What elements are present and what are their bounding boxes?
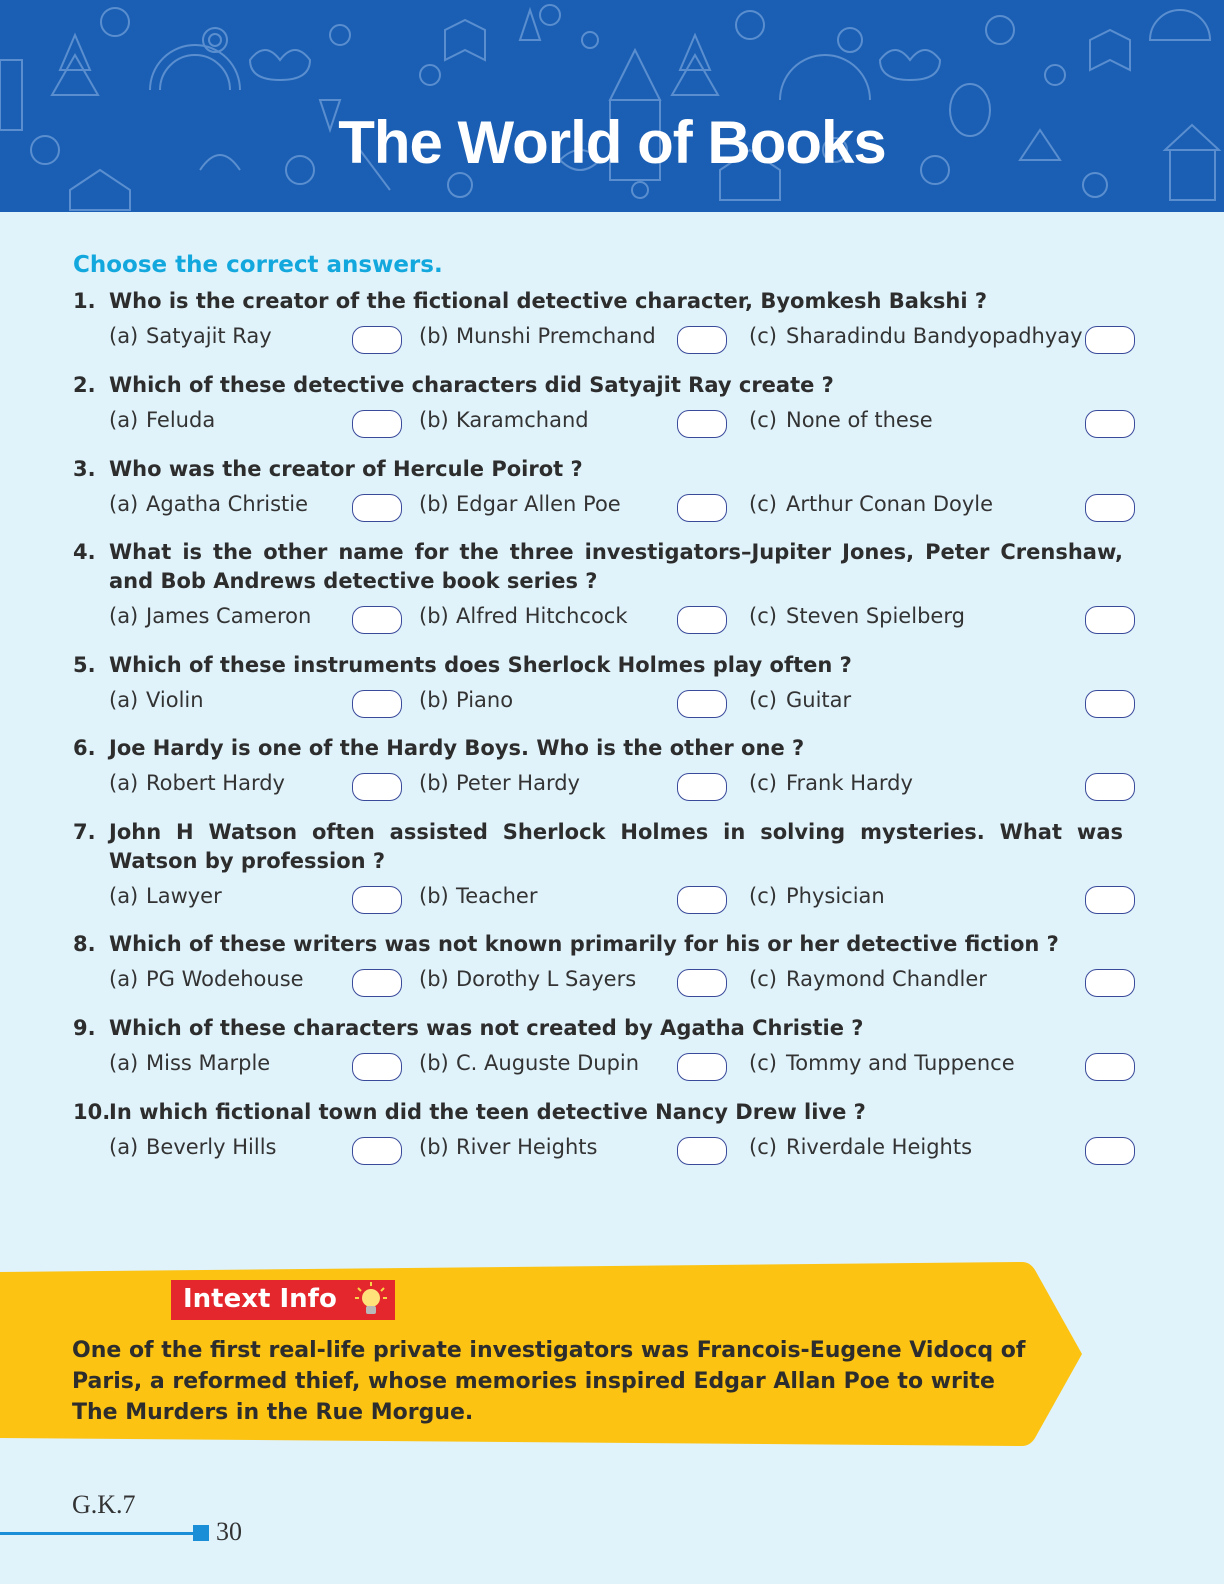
option-c: (c) Guitar <box>749 688 852 712</box>
question-number: 1. <box>73 289 96 313</box>
question-2 <box>73 371 1123 442</box>
option-a: (a) Satyajit Ray <box>109 324 272 348</box>
options-row <box>73 324 1123 358</box>
option-c: (c) Sharadindu Bandyopadhyay <box>749 324 1083 348</box>
answer-box-c[interactable] <box>1085 773 1135 801</box>
header-banner <box>0 0 1224 212</box>
option-b: (b) C. Auguste Dupin <box>419 1051 640 1075</box>
option-a: (a) Agatha Christie <box>109 492 309 516</box>
answer-box-c[interactable] <box>1085 1137 1135 1165</box>
question-5 <box>73 651 1123 722</box>
lightbulb-icon <box>355 1282 387 1318</box>
question-6 <box>73 734 1123 805</box>
option-c: (c) None of these <box>749 408 933 432</box>
question-text: 5. Which of these instruments does Sherlock Holmes play often ? <box>73 651 1123 680</box>
options-row <box>73 884 1123 918</box>
question-10 <box>73 1098 1123 1169</box>
option-b: (b) Alfred Hitchcock <box>419 604 628 628</box>
answer-box-b[interactable] <box>677 1137 727 1165</box>
answer-box-a[interactable] <box>352 886 402 914</box>
option-a: (a) James Cameron <box>109 604 312 628</box>
option-a: (a) Feluda <box>109 408 216 432</box>
footer-square <box>193 1525 209 1541</box>
question-text: 7. John H Watson often assisted Sherlock Holmes in solving mysteries. What was Watson by profession ? <box>73 820 1123 873</box>
answer-box-c[interactable] <box>1085 606 1135 634</box>
answer-box-a[interactable] <box>352 410 402 438</box>
footer-rule <box>0 1532 193 1535</box>
page-number: 30 <box>216 1517 242 1546</box>
answer-box-c[interactable] <box>1085 969 1135 997</box>
answer-box-a[interactable] <box>352 494 402 522</box>
answer-box-b[interactable] <box>677 886 727 914</box>
question-text: 9. Which of these characters was not created by Agatha Christie ? <box>73 1014 1123 1043</box>
option-c: (c) Arthur Conan Doyle <box>749 492 994 516</box>
question-text: 10. In which fictional town did the teen detective Nancy Drew live ? <box>73 1098 1123 1127</box>
option-c: (c) Tommy and Tuppence <box>749 1051 1015 1075</box>
question-7 <box>73 818 1123 918</box>
answer-box-c[interactable] <box>1085 886 1135 914</box>
option-a: (a) Beverly Hills <box>109 1135 277 1159</box>
answer-box-a[interactable] <box>352 773 402 801</box>
answer-box-b[interactable] <box>677 494 727 522</box>
question-8 <box>73 930 1123 1001</box>
answer-box-c[interactable] <box>1085 410 1135 438</box>
book-code: G.K.7 <box>72 1490 136 1519</box>
option-b: (b) Teacher <box>419 884 538 908</box>
question-text: 4. What is the other name for the three investigators–Jupiter Jones, Peter Crenshaw, and Bob Andrews detective book series ? <box>73 540 1123 593</box>
question-text: 8. Which of these writers was not known primarily for his or her detective fiction ? <box>73 930 1123 959</box>
option-c: (c) Frank Hardy <box>749 771 913 795</box>
options-row <box>73 492 1123 526</box>
answer-box-a[interactable] <box>352 1137 402 1165</box>
answer-box-a[interactable] <box>352 969 402 997</box>
question-1 <box>73 287 1123 358</box>
question-4 <box>73 538 1123 638</box>
option-c: (c) Raymond Chandler <box>749 967 987 991</box>
option-a: (a) Lawyer <box>109 884 222 908</box>
question-text: 3. Who was the creator of Hercule Poirot ? <box>73 455 1123 484</box>
option-c: (c) Steven Spielberg <box>749 604 965 628</box>
options-row <box>73 967 1123 1001</box>
question-text: 6. Joe Hardy is one of the Hardy Boys. Who is the other one ? <box>73 734 1123 763</box>
doodle-pattern <box>0 0 1224 212</box>
option-b: (b) River Heights <box>419 1135 598 1159</box>
answer-box-b[interactable] <box>677 969 727 997</box>
option-a: (a) Violin <box>109 688 204 712</box>
question-number: 4. <box>73 540 96 564</box>
answer-box-b[interactable] <box>677 606 727 634</box>
intext-info-text: One of the first real-life private investigators was Francois-Eugene Vidocq of Paris, a reformed thief, whose memories inspired Edgar Allan Poe to write The Murders in the Rue Morgue. <box>72 1338 1026 1425</box>
option-b: (b) Edgar Allen Poe <box>419 492 621 516</box>
question-number: 8. <box>73 932 96 956</box>
answer-box-c[interactable] <box>1085 1053 1135 1081</box>
answer-box-a[interactable] <box>352 326 402 354</box>
options-row <box>73 604 1123 638</box>
answer-box-b[interactable] <box>677 326 727 354</box>
question-3 <box>73 455 1123 526</box>
answer-box-b[interactable] <box>677 773 727 801</box>
intext-info-label: Intext Info <box>183 1284 337 1314</box>
intext-info-tag <box>171 1280 395 1320</box>
question-number: 2. <box>73 373 96 397</box>
option-b: (b) Karamchand <box>419 408 589 432</box>
options-row <box>73 771 1123 805</box>
option-a: (a) Miss Marple <box>109 1051 271 1075</box>
answer-box-a[interactable] <box>352 690 402 718</box>
question-number: 5. <box>73 653 96 677</box>
question-number: 6. <box>73 736 96 760</box>
question-text: 1. Who is the creator of the fictional detective character, Byomkesh Bakshi ? <box>73 287 1123 316</box>
instruction-text: Choose the correct answers. <box>73 252 443 278</box>
options-row <box>73 1051 1123 1085</box>
answer-box-c[interactable] <box>1085 690 1135 718</box>
page-title: The World of Books <box>338 109 886 176</box>
answer-box-c[interactable] <box>1085 494 1135 522</box>
options-row <box>73 1135 1123 1169</box>
answer-box-b[interactable] <box>677 1053 727 1081</box>
option-b: (b) Peter Hardy <box>419 771 580 795</box>
question-number: 3. <box>73 457 96 481</box>
question-number: 9. <box>73 1016 96 1040</box>
question-9 <box>73 1014 1123 1085</box>
answer-box-a[interactable] <box>352 606 402 634</box>
question-text: 2. Which of these detective characters did Satyajit Ray create ? <box>73 371 1123 400</box>
options-row <box>73 408 1123 442</box>
option-c: (c) Riverdale Heights <box>749 1135 973 1159</box>
option-a: (a) Robert Hardy <box>109 771 285 795</box>
options-row <box>73 688 1123 722</box>
answer-box-b[interactable] <box>677 410 727 438</box>
answer-box-a[interactable] <box>352 1053 402 1081</box>
option-b: (b) Dorothy L Sayers <box>419 967 637 991</box>
answer-box-c[interactable] <box>1085 326 1135 354</box>
option-b: (b) Piano <box>419 688 514 712</box>
question-number: 10. <box>73 1100 111 1124</box>
question-number: 7. <box>73 820 96 844</box>
answer-box-b[interactable] <box>677 690 727 718</box>
option-c: (c) Physician <box>749 884 885 908</box>
option-b: (b) Munshi Premchand <box>419 324 656 348</box>
option-a: (a) PG Wodehouse <box>109 967 304 991</box>
